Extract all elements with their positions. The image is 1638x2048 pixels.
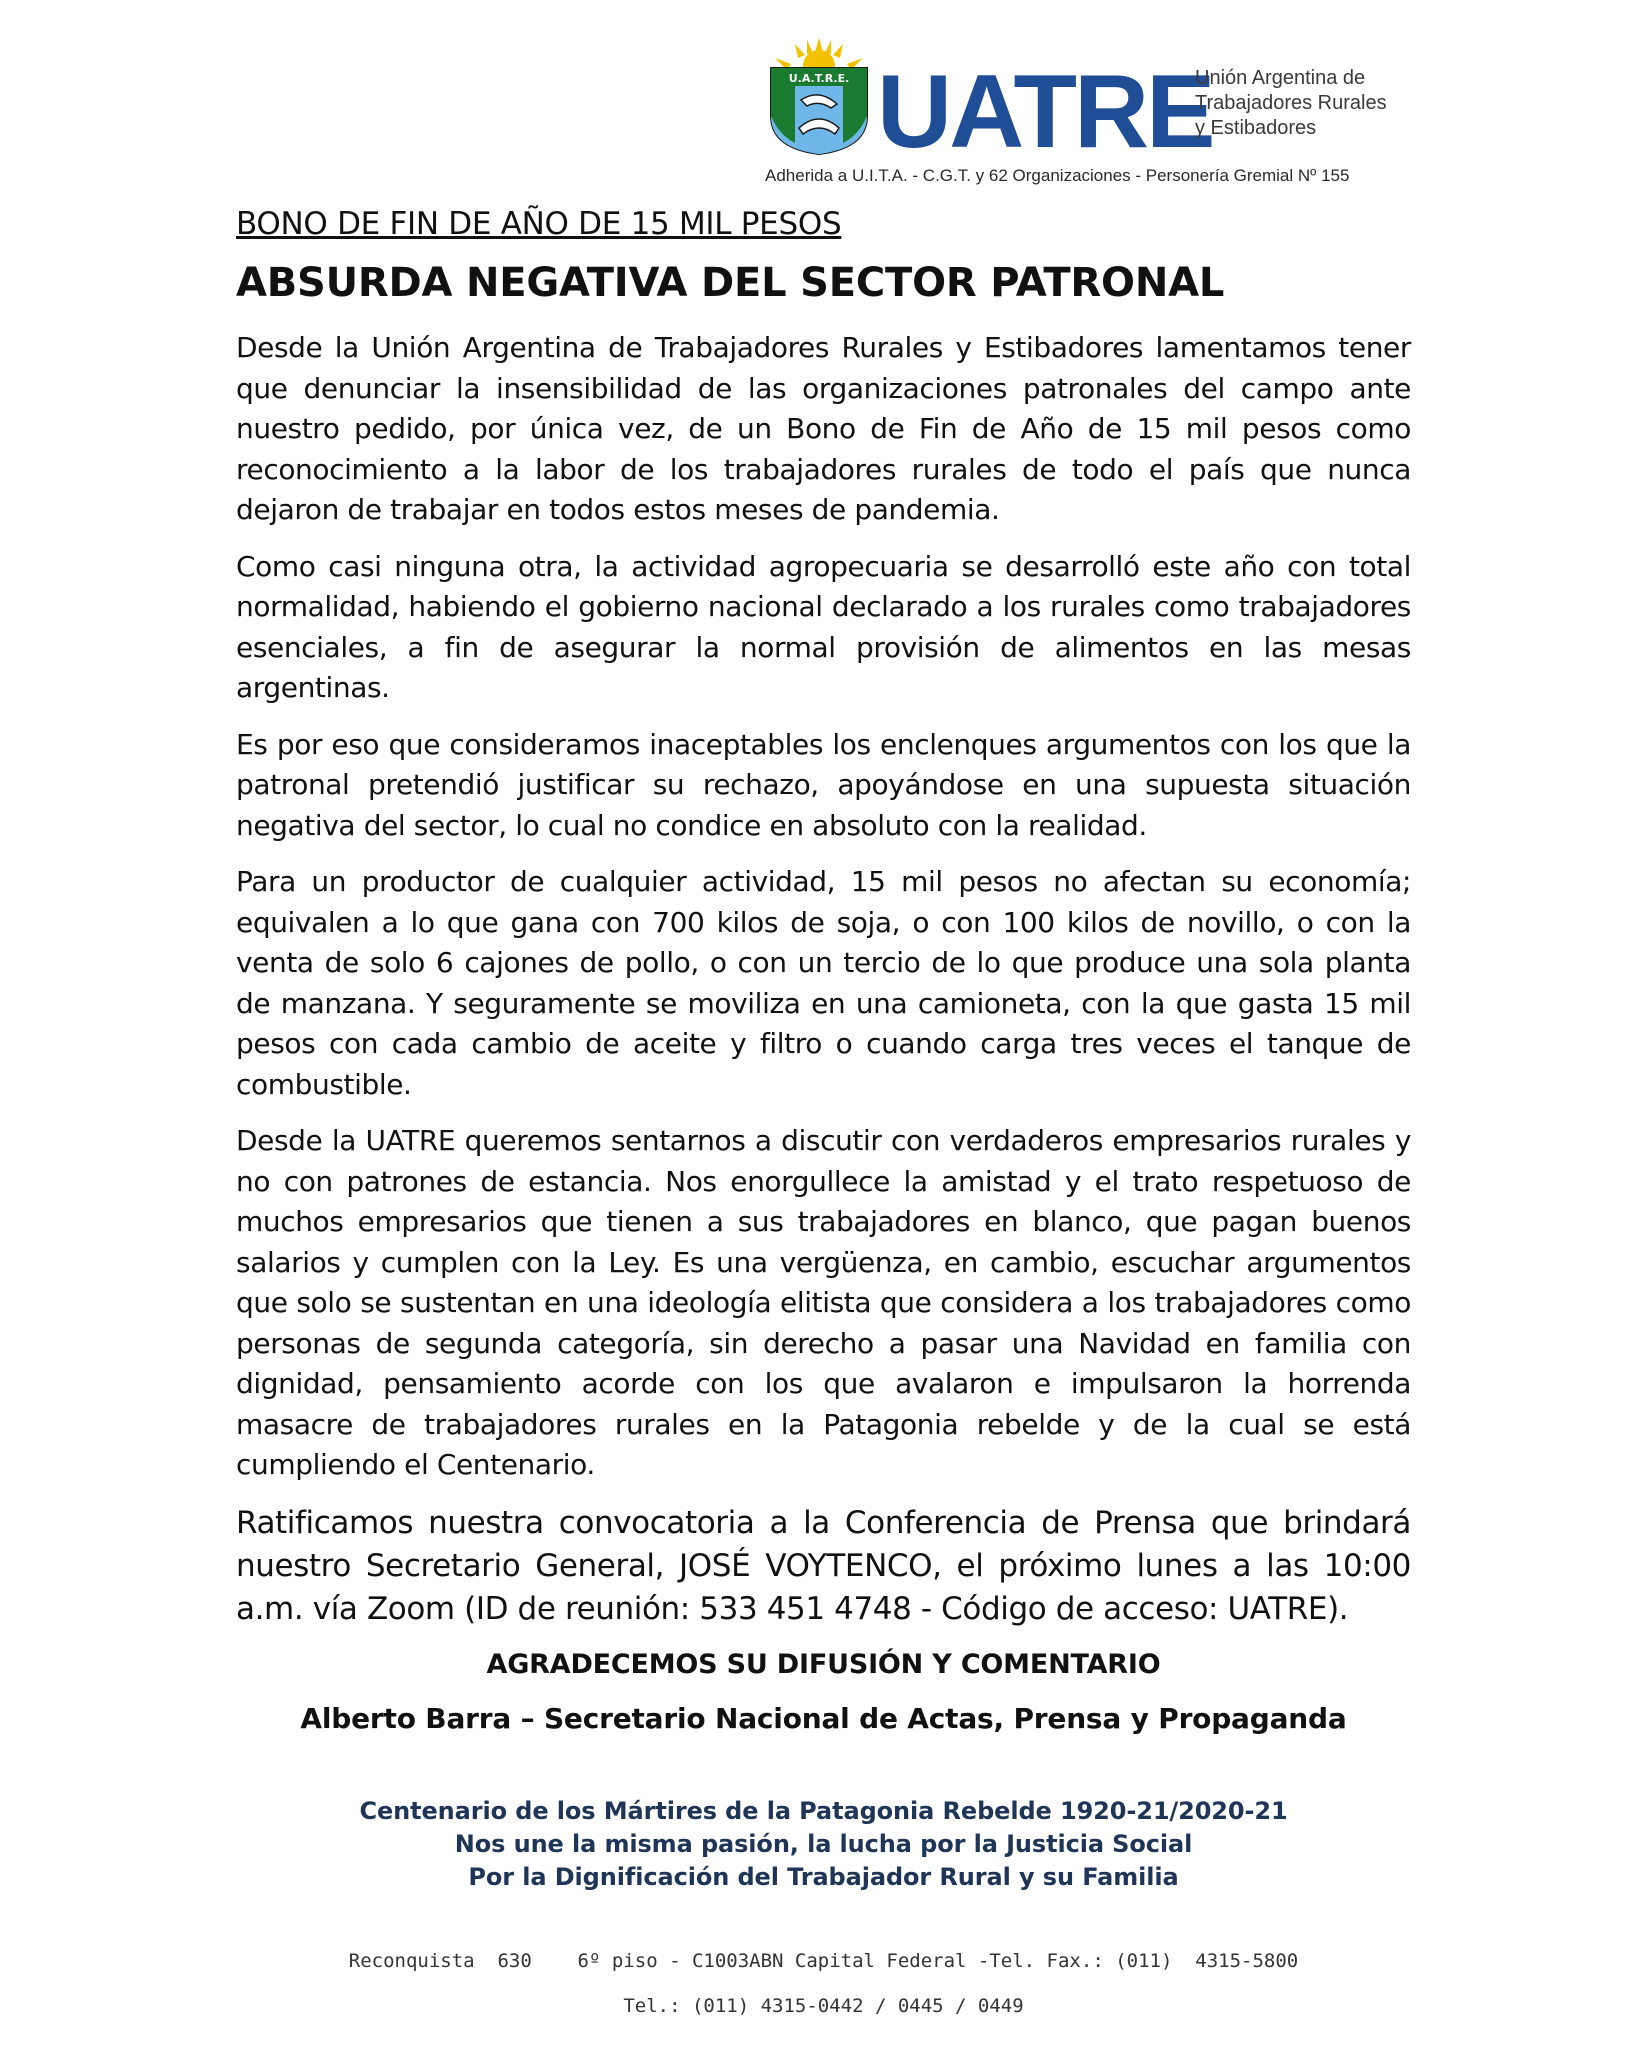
paragraph: Desde la Unión Argentina de Trabajadores Rurales y Estibadores lamentamos tener que denunciar la insensibilidad de las organizaciones patronales del campo ante nuestro pedido, por única vez, de un Bono de Fin de Año de 15 mil pesos como reconocimiento a la labor de los trabajadores rurales de todo el país que nunca dejaron de trabajar en todos estos meses de pandemia. <box>236 331 1411 526</box>
call-to-action: AGRADECEMOS SU DIFUSIÓN Y COMENTARIO <box>486 1648 1161 1680</box>
motto-line: Nos une la misma pasión, la lucha por la Justicia Social <box>454 1830 1193 1858</box>
footer-address: Reconquista 630 6º piso - C1003ABN Capital Federal -Tel. Fax.: (011) 4315-5800 <box>348 1950 1299 1972</box>
paragraph: Como casi ninguna otra, la actividad agropecuaria se desarrolló este año con total normalidad, habiendo el gobierno nacional declarado a los rurales como trabajadores esenciales, a fin de asegurar la normal provisión de alimentos en las mesas argentinas. <box>236 549 1411 704</box>
signature: Alberto Barra – Secretario Nacional de Actas, Prensa y Propaganda <box>300 1701 1347 1735</box>
footer-phones: Tel.: (011) 4315-0442 / 0445 / 0449 <box>623 1995 1024 2017</box>
paragraph: Desde la UATRE queremos sentarnos a discutir con verdaderos empresarios rurales y no con patrones de estancia. Nos enorgullece la amistad y el trato respetuoso de muchos empresarios que tienen a sus trabajadores en blanco, que pagan buenos salarios y cumplen con la Ley. Es una vergüenza, en cambio, escuchar argumentos que solo se sustentan en una ideología elitista que considera a los trabajadores como personas de segunda categoría, sin derecho a pasar una Navidad en familia con dignidad, pensamiento acorde con los que avalaron e impulsaron la horrenda masacre de trabajadores rurales en la Patagonia rebelde y de la cual se está cumpliendo el Centenario. <box>236 1124 1411 1481</box>
org-name <box>1195 66 1415 141</box>
headline: ABSURDA NEGATIVA DEL SECTOR PATRONAL <box>236 260 1225 306</box>
logo-wordmark: UATRE <box>877 54 1213 170</box>
org-name-line: y Estibadores <box>1195 117 1317 139</box>
motto-line: Centenario de los Mártires de la Patagonia Rebelde 1920-21/2020-21 <box>359 1797 1288 1825</box>
document-body <box>236 206 1411 1735</box>
paragraph: Para un productor de cualquier actividad, 15 mil pesos no afectan su economía; equivalen a lo que gana con 700 kilos de soja, o con 100 kilos de novillo, o con la venta de solo 6 cajones de pollo, o con un tercio de lo que produce una sola planta de manzana. Y seguramente se moviliza en una camioneta, con la que gasta 15 mil pesos con cada cambio de aceite y filtro o cuando carga tres veces el tanque de combustible. <box>236 865 1411 1101</box>
press-conference-paragraph: Ratificamos nuestra convocatoria a la Conferencia de Prensa que brindará nuestro Secretario General, JOSÉ VOYTENCO, el próximo lunes a las 10:00 a.m. vía Zoom (ID de reunión: 533 451 4748 - Código de acceso: UATRE). <box>236 1504 1411 1627</box>
crest-label: U.A.T.R.E. <box>788 72 850 85</box>
affiliation-line: Adherida a U.I.T.A. - C.G.T. y 62 Organizaciones - Personería Gremial Nº 155 <box>765 166 1350 185</box>
footer-motto <box>236 1795 1411 1894</box>
crest-icon <box>765 38 873 156</box>
motto-line: Por la Dignificación del Trabajador Rural y su Familia <box>468 1863 1179 1891</box>
org-name-line: Trabajadores Rurales <box>1195 92 1387 114</box>
paragraph: Es por eso que consideramos inaceptables los enclenques argumentos con los que la patronal pretendió justificar su rechazo, apoyándose en una supuesta situación negativa del sector, lo cual no condice en absoluto con la realidad. <box>236 727 1411 842</box>
kicker-title: BONO DE FIN DE AÑO DE 15 MIL PESOS <box>236 206 842 242</box>
org-name-line: Unión Argentina de <box>1195 67 1366 89</box>
